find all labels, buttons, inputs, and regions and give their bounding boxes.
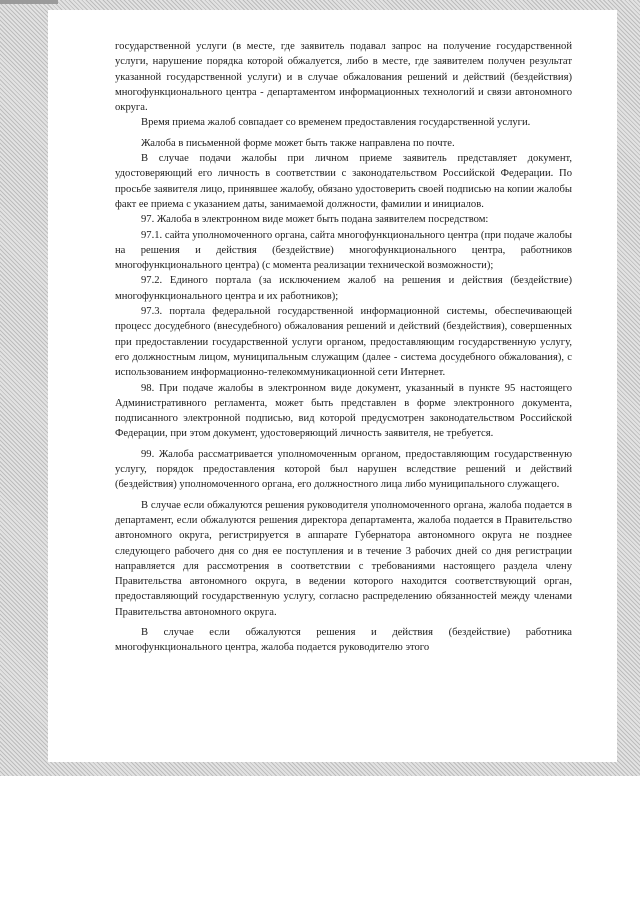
paragraph-97-2: 97.2. Единого портала (за исключением жалоб на решения и действия (бездействие) многофункционального центра и их работников); — [115, 275, 572, 302]
paragraph-99: 99. Жалоба рассматривается уполномоченным органом, предоставляющим государственную услугу, порядок предоставления которой был нарушен вследствие решений и действий (бездействия) уполномоченного органа, его должностного лица либо муниципального служащего. — [115, 448, 572, 491]
document-body — [115, 39, 572, 656]
paragraph-97-1: 97.1. сайта уполномоченного органа, сайта многофункционального центра (при подаче жалобы на решения и действия (бездействие) многофункционального центра, работников многофункционального центра) (с момента реализации технической возможности); — [115, 229, 572, 272]
paragraph-98: 98. При подаче жалобы в электронном виде документ, указанный в пункте 95 настоящего Административного регламента, может быть представлен в форме электронного документа, подписанного электронной подписью, вид которой предусмотрен законодательством Российской Федерации, при этом документ, удостоверяющий личность заявителя, не требуется. — [115, 382, 572, 440]
paragraph-mfc-worker: В случае если обжалуются решения и действия (бездействие) работника многофункционального центра, жалоба подается руководителю этого — [115, 626, 572, 654]
paragraph-reception-time: Время приема жалоб совпадает со временем предоставления государственной услуги. — [141, 117, 531, 129]
scan-edge-mark — [0, 0, 58, 4]
paragraph-continuation: государственной услуги (в месте, где заявитель подавал запрос на получение государственной услуги, нарушение порядка которой обжалуется, либо в месте, где заявителем получен результат указанной государственной услуги) и в случае обжалования решений и действий (бездействия) многофункционального центра - департаментом информационных технологий и связи автономного округа. — [115, 41, 572, 114]
paragraph-postal-complaint: Жалоба в письменной форме может быть также направлена по почте. — [141, 137, 455, 149]
paragraph-appeal-head: В случае если обжалуются решения руководителя уполномоченного органа, жалоба подается в департамент, если обжалуются решения директора департамента, жалоба подается в Правительство автономного округа, регистрируется в аппарате Губернатора автономного округа не позднее следующего рабочего дня со дня ее поступления и в течение 3 рабочих дней со дня регистрации направляется для рассмотрения в соответствии с требованиями настоящего раздела члену Правительства автономного округа, в ведении которого находится соответствующий орган, предоставляющий государственную услугу, согласно распределению обязанностей между членами Правительства автономного округа. — [115, 499, 572, 618]
paragraph-97: 97. Жалоба в электронном виде может быть подана заявителем посредством: — [141, 214, 489, 226]
paragraph-97-3: 97.3. портала федеральной государственной информационной системы, обеспечивающей процесс досудебного (внесудебного) обжалования решений и действий (бездействия), совершенных при предоставлении государственной услуги органом, предоставляющим государственную услугу, его должностным лицом, муниципальным служащим (далее - система досудебного обжалования), с использованием информационно-телекоммуникационной сети Интернет. — [115, 306, 572, 379]
paragraph-personal-reception: В случае подачи жалобы при личном приеме заявитель представляет документ, удостоверяющий его личность в соответствии с законодательством Российской Федерации. По просьбе заявителя лицо, принявшее жалобу, обязано удостоверить своей подписью на копии жалобы факт ее приема с указанием даты, занимаемой должности, фамилии и инициалов. — [115, 153, 572, 210]
